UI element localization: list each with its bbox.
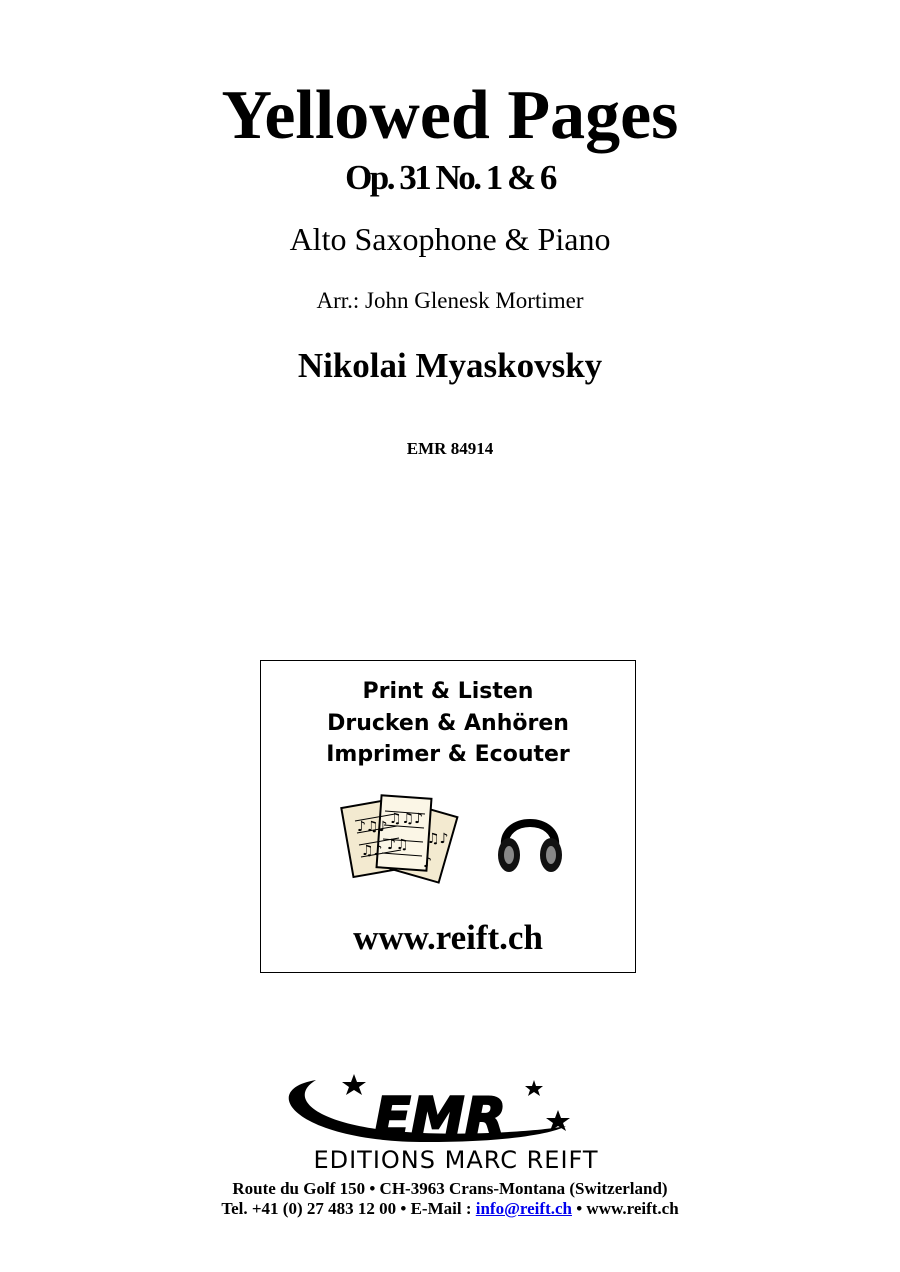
promo-line-de: Drucken & Anhören <box>327 711 569 736</box>
publisher-address: Route du Golf 150 • CH-3963 Crans-Montana (Switzerland) <box>232 1179 668 1198</box>
promo-line-fr: Imprimer & Ecouter <box>326 742 570 767</box>
headphones-icon <box>493 801 567 877</box>
svg-text:EMR: EMR <box>374 1086 507 1149</box>
website: • www.reift.ch <box>571 1199 679 1218</box>
emr-logo <box>236 1070 676 1170</box>
edition-number: EMR 84914 <box>406 439 494 458</box>
title: Yellowed Pages <box>221 77 679 154</box>
svg-text:♪: ♪ <box>423 855 432 871</box>
print-listen-box <box>260 660 636 973</box>
promo-website[interactable]: www.reift.ch <box>353 918 543 957</box>
svg-text:♫♫♪: ♫♫♪ <box>389 811 424 827</box>
email-link[interactable]: info@reift.ch <box>475 1199 572 1218</box>
publisher-contact <box>0 1198 900 1220</box>
sheet-music-icon <box>339 791 469 889</box>
promo-line-en: Print & Listen <box>362 679 534 704</box>
svg-text:♪♫: ♪♫ <box>387 837 409 853</box>
opus-number: Op. 31 No. 1 & 6 <box>345 158 555 197</box>
instrumentation: Alto Saxophone & Piano <box>289 221 611 257</box>
arranger: Arr.: John Glenesk Mortimer <box>316 288 584 313</box>
publisher-name: EDITIONS MARC REIFT <box>313 1146 599 1170</box>
svg-text:♫♪: ♫♪ <box>361 843 383 859</box>
composer: Nikolai Myaskovsky <box>297 346 603 385</box>
svg-text:♪♫♪: ♪♫♪ <box>357 819 388 835</box>
svg-text:♫♪: ♫♪ <box>427 831 449 847</box>
telephone: Tel. +41 (0) 27 483 12 00 • E-Mail : <box>221 1199 476 1218</box>
